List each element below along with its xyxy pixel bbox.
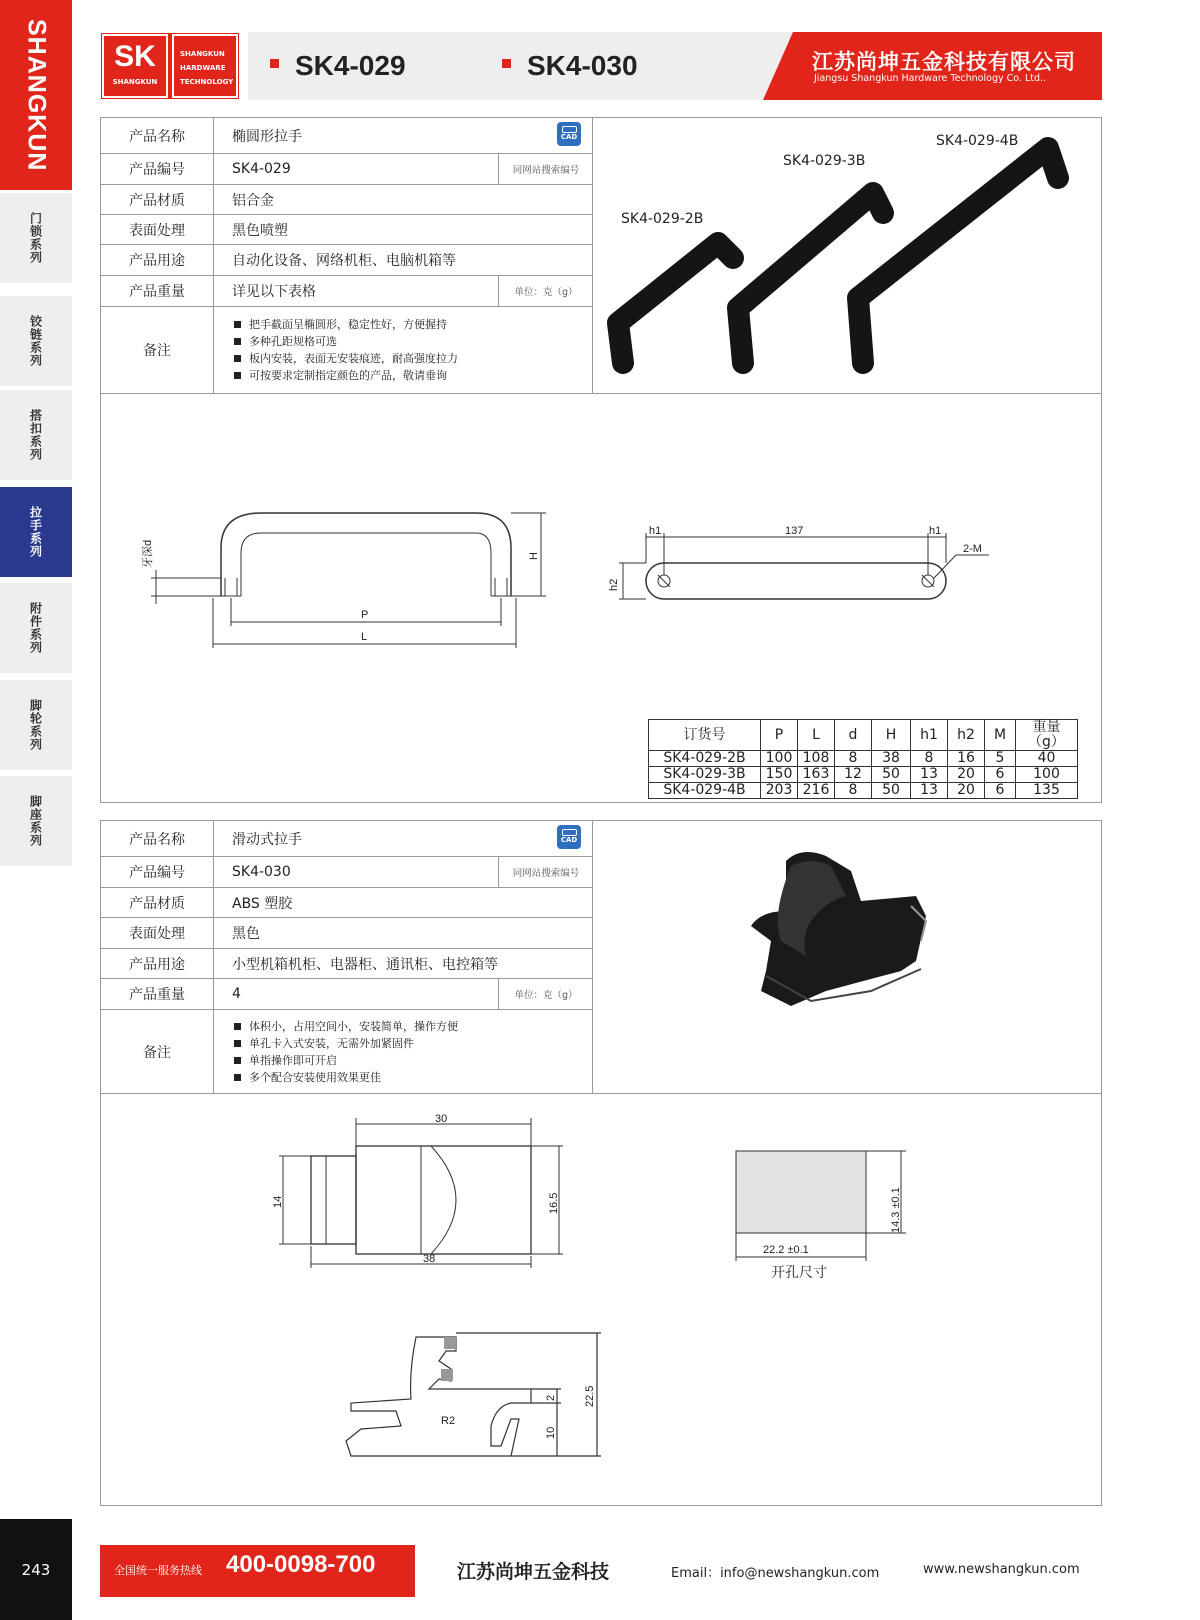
table-header: P (761, 720, 798, 751)
table-cell: 6 (985, 783, 1016, 799)
note-item: 单指操作即可开启 (234, 1052, 458, 1069)
spec-key: 产品用途 (101, 949, 214, 978)
table-cell: 8 (911, 751, 948, 767)
spec-row-notes (101, 1010, 593, 1093)
logo-tagline (172, 34, 238, 98)
spec-key: 产品材质 (101, 888, 214, 917)
company-name-cn: 江苏尚坤五金科技有限公司 (812, 50, 1076, 74)
spec-value: SK4-030 (232, 864, 291, 880)
slide-handle-photo (731, 841, 961, 1041)
spec-row-finish (101, 215, 593, 245)
photo-label-2b: SK4-029-2B (621, 211, 704, 227)
spec-row-notes (101, 307, 593, 393)
table-cell: 20 (948, 767, 985, 783)
spec-table (101, 821, 593, 1093)
spec-key: 产品名称 (101, 821, 214, 856)
spec-row-name (101, 118, 593, 154)
spec-row-usage (101, 949, 593, 979)
dim-m-label: 2-M (963, 543, 982, 555)
table-cell: 13 (911, 783, 948, 799)
company-name-en: Jiangsu Shangkun Hardware Technology Co. Ltd.. (814, 73, 1047, 84)
spec-row-code (101, 857, 593, 888)
table-header: 订货号 (649, 720, 761, 751)
table-cell: SK4-029-2B (649, 751, 761, 767)
spec-value: 4 (232, 986, 241, 1002)
table-cell: 13 (911, 767, 948, 783)
dim-h2-label: h2 (608, 578, 620, 591)
dim-cut-w-label: 22.2 ±0.1 (763, 1244, 809, 1256)
spec-extra: 同网站搜索编号 (498, 857, 593, 887)
spec-key: 表面处理 (101, 215, 214, 244)
sidebar-item-accessories[interactable] (0, 583, 72, 673)
sidebar-item-hasps[interactable] (0, 390, 72, 480)
dim-r2-label: R2 (441, 1415, 456, 1427)
dim-16-5-label: 16.5 (548, 1192, 560, 1214)
table-row (649, 767, 1078, 783)
table-cell: 50 (872, 783, 911, 799)
note-item: 体积小，占用空间小，安装简单，操作方便 (234, 1018, 458, 1035)
spec-row-material (101, 185, 593, 215)
photo-label-3b: SK4-029-3B (783, 153, 866, 169)
model-title-2: SK4-030 (502, 50, 638, 82)
title-bar (248, 32, 808, 100)
slide-handle-section-drawing (301, 1331, 631, 1491)
spec-key: 备注 (101, 307, 214, 393)
table-cell: 216 (798, 783, 835, 799)
sidebar-item-label: 搭扣系列 (28, 409, 43, 461)
table-header: h2 (948, 720, 985, 751)
handle-4b (858, 148, 1058, 363)
table-cell: 38 (872, 751, 911, 767)
sidebar (0, 0, 72, 1620)
model-title-1: SK4-029 (270, 50, 406, 82)
sidebar-item-label: 拉手系列 (28, 506, 43, 558)
order-table (648, 719, 1078, 799)
product-panel-sk4-029 (100, 117, 1102, 803)
spec-row-code (101, 154, 593, 185)
logo-letters: SK (114, 40, 156, 73)
spec-key: 产品编号 (101, 154, 214, 184)
spec-key: 表面处理 (101, 918, 214, 948)
table-cell: 20 (948, 783, 985, 799)
handle-side-drawing (121, 498, 561, 678)
spec-value: SK4-029 (232, 161, 291, 177)
spec-row-weight (101, 276, 593, 307)
note-item: 多个配合安装使用效果更佳 (234, 1069, 458, 1086)
dim-cut-h-label: 14.3 ±0.1 (890, 1187, 902, 1233)
table-cell: SK4-029-3B (649, 767, 761, 783)
table-header: M (985, 720, 1016, 751)
sidebar-item-casters[interactable] (0, 680, 72, 770)
spec-value: 铝合金 (232, 192, 274, 209)
sidebar-item-hinges[interactable] (0, 296, 72, 386)
spec-key: 产品重量 (101, 276, 214, 306)
dim-38-label: 38 (423, 1253, 436, 1265)
spec-key: 产品材质 (101, 185, 214, 214)
sidebar-item-label: 脚座系列 (28, 795, 43, 847)
table-cell: 5 (985, 751, 1016, 767)
dim-h1-right: h1 (929, 525, 942, 537)
table-cell: 108 (798, 751, 835, 767)
spec-value: 小型机箱机柜、电器柜、通讯柜、电控箱等 (232, 956, 498, 973)
table-cell: 100 (1016, 767, 1078, 783)
spec-table (101, 118, 593, 393)
dim-h1-left: h1 (649, 525, 662, 537)
spec-extra: 同网站搜索编号 (498, 154, 593, 184)
spec-row-finish (101, 918, 593, 949)
logo-tag-line: TECHNOLOGY (180, 78, 234, 86)
dim-span-label: 137 (785, 525, 804, 537)
spec-row-weight (101, 979, 593, 1010)
sidebar-item-label: 脚轮系列 (28, 699, 43, 751)
logo-sub: SHANGKUN (112, 78, 158, 86)
sidebar-item-label: 门锁系列 (28, 212, 43, 264)
handle-2b (618, 243, 733, 363)
divider (101, 393, 1101, 394)
table-cell: 100 (761, 751, 798, 767)
logo-mark (102, 34, 168, 98)
logo-tag-line: SHANGKUN (180, 50, 225, 58)
dim-30-label: 30 (435, 1113, 448, 1125)
product-panel-sk4-030 (100, 820, 1102, 1506)
table-header: h1 (911, 720, 948, 751)
handle-top-drawing (608, 523, 1011, 643)
notes-list (214, 1018, 458, 1086)
spec-value: 详见以下表格 (232, 284, 316, 300)
dim-h-label: H (528, 552, 540, 560)
sidebar-item-label: 附件系列 (28, 602, 43, 654)
table-cell: 12 (835, 767, 872, 783)
spec-row-material (101, 888, 593, 918)
logo-tag-line: HARDWARE (180, 64, 226, 72)
table-cell: 8 (835, 751, 872, 767)
sidebar-item-door-locks[interactable] (0, 193, 72, 283)
spec-value: ABS 塑胶 (232, 895, 293, 912)
spec-value: 滑动式拉手 (232, 831, 302, 848)
cutout-drawing (721, 1141, 941, 1291)
table-cell: 150 (761, 767, 798, 783)
sidebar-brand (0, 0, 72, 190)
dim-p-label: P (361, 609, 369, 621)
cad-download-icon[interactable]: CAD (557, 825, 581, 849)
dim-2-label: 2 (545, 1394, 557, 1401)
dim-14-label: 14 (272, 1195, 284, 1208)
note-item: 把手截面呈椭圆形，稳定性好，方便握持 (234, 316, 458, 333)
spec-key: 产品编号 (101, 857, 214, 887)
table-header: 重量（g） (1016, 720, 1078, 751)
hotline-number[interactable]: 400-0098-700 (226, 1551, 376, 1578)
sidebar-item-label: 铰链系列 (28, 315, 43, 367)
cutout-label: 开孔尺寸 (771, 1265, 827, 1281)
spec-row-usage (101, 245, 593, 276)
spec-key: 产品名称 (101, 118, 214, 153)
spec-extra: 单位：克（g） (498, 276, 593, 306)
table-header: L (798, 720, 835, 751)
table-row (649, 783, 1078, 799)
photo-label-4b: SK4-029-4B (936, 133, 1019, 149)
page-number: 243 (0, 1519, 72, 1620)
hotline-label: 全国统一服务热线 (114, 1564, 202, 1577)
table-cell: 40 (1016, 751, 1078, 767)
dim-22-5-label: 22.5 (584, 1385, 596, 1407)
table-header: d (835, 720, 872, 751)
spec-value: 黑色喷塑 (232, 222, 288, 239)
dim-depth-label: 牙深d (142, 539, 154, 568)
divider (101, 1093, 1101, 1094)
table-cell: 16 (948, 751, 985, 767)
table-cell: 135 (1016, 783, 1078, 799)
spec-row-name (101, 821, 593, 857)
sidebar-item-handles[interactable] (0, 487, 72, 577)
table-header-row (649, 720, 1078, 751)
spec-extra: 单位：克（g） (498, 979, 593, 1009)
spec-value: 黑色 (232, 926, 260, 942)
spec-key: 备注 (101, 1010, 214, 1093)
table-cell: 8 (835, 783, 872, 799)
table-cell: 163 (798, 767, 835, 783)
table-cell: 6 (985, 767, 1016, 783)
note-item: 多种孔距规格可选 (234, 333, 458, 350)
footer-website[interactable]: www.newshangkun.com (923, 1562, 1080, 1577)
table-header: H (872, 720, 911, 751)
spec-key: 产品用途 (101, 245, 214, 275)
table-cell: SK4-029-4B (649, 783, 761, 799)
note-item: 可按要求定制指定颜色的产品，敬请垂询 (234, 367, 458, 384)
dim-l-label: L (361, 631, 368, 643)
sidebar-brand-text: SHANGKUN (22, 18, 51, 172)
footer-email[interactable]: Email：info@newshangkun.com (671, 1566, 880, 1581)
slide-handle-top-drawing (271, 1113, 601, 1286)
spec-value: 椭圆形拉手 (232, 128, 302, 145)
table-cell: 203 (761, 783, 798, 799)
dim-10-label: 10 (545, 1426, 557, 1439)
footer-company: 江苏尚坤五金科技 (457, 1561, 610, 1583)
handle-photo (593, 118, 1101, 393)
sidebar-item-feet[interactable] (0, 776, 72, 866)
table-row (649, 751, 1078, 767)
note-item: 单孔卡入式安装，无需外加紧固件 (234, 1035, 458, 1052)
notes-list (214, 316, 458, 384)
spec-value: 自动化设备、网络机柜、电脑机箱等 (232, 253, 456, 269)
spec-key: 产品重量 (101, 979, 214, 1009)
table-cell: 50 (872, 767, 911, 783)
note-item: 板内安装，表面无安装痕迹，耐高强度拉力 (234, 350, 458, 367)
cad-download-icon[interactable]: CAD (557, 122, 581, 146)
